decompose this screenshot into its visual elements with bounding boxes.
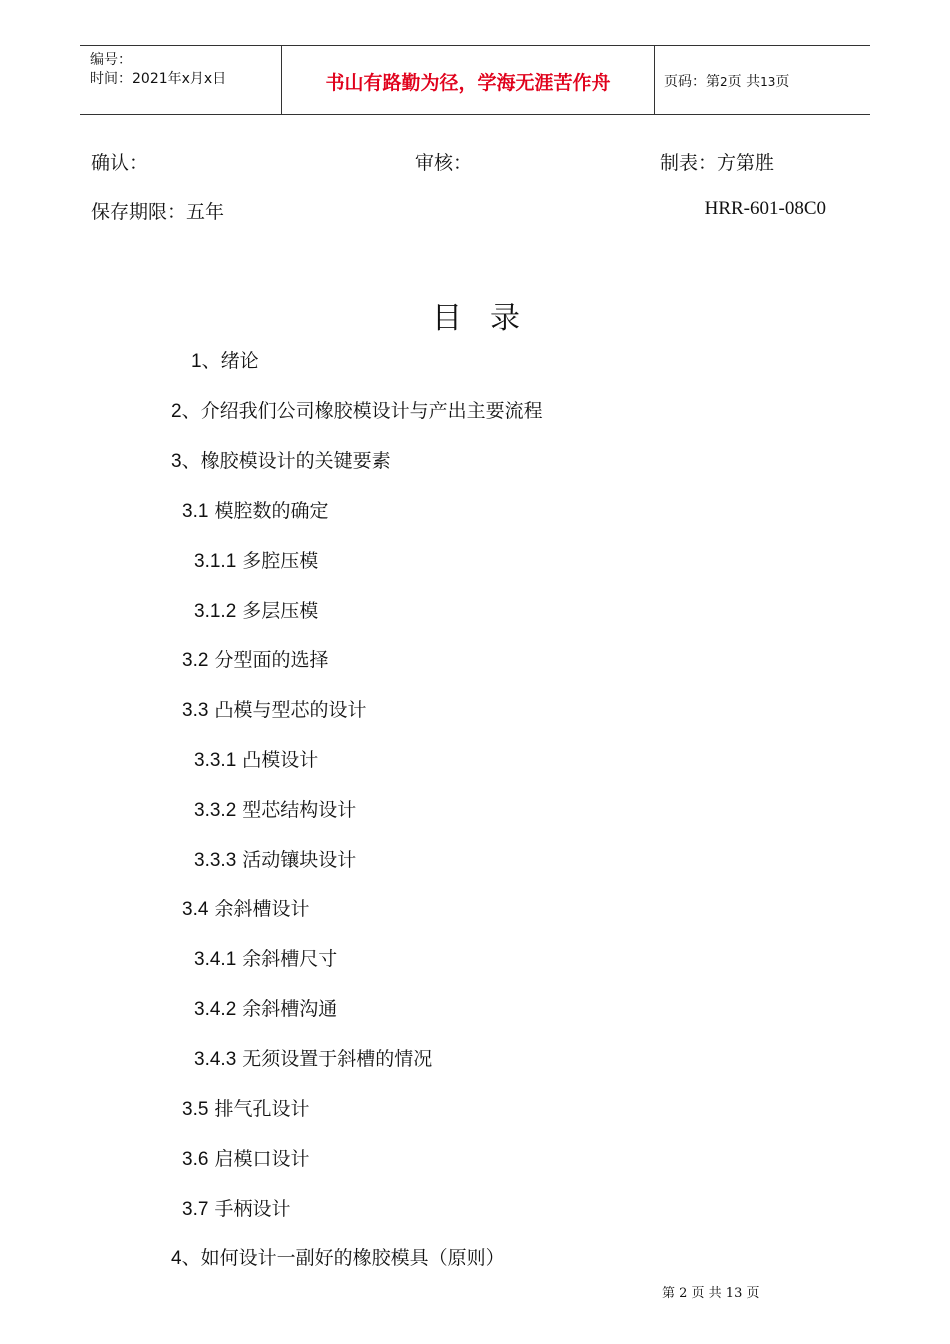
page-indicator: 页码：第2页 共13页 (664, 74, 790, 90)
page-total: 13 (760, 75, 776, 89)
review-field: 审核： (415, 152, 473, 174)
toc-entry: 3.4.3 无须设置于斜槽的情况 (194, 1048, 433, 1070)
toc-entry: 3.6 启模口设计 (182, 1148, 310, 1170)
toc-entry: 3.1.1 多腔压模 (194, 550, 319, 572)
toc-entry: 3.3.1 凸模设计 (194, 749, 319, 771)
toc-entry: 3.5 排气孔设计 (182, 1098, 310, 1120)
toc-entry: 3.1 模腔数的确定 (182, 500, 329, 522)
toc-entry: 3.3.2 型芯结构设计 (194, 799, 357, 821)
header-info-cell (80, 46, 282, 114)
toc-entry: 3.4 余斜槽设计 (182, 898, 310, 920)
toc-entry: 3、橡胶模设计的关键要素 (171, 450, 391, 472)
toc-entry: 4、如何设计一副好的橡胶模具（原则） (171, 1247, 505, 1269)
toc-entry: 3.3 凸模与型芯的设计 (182, 699, 367, 721)
document-number: HRR-601-08C0 (704, 198, 826, 219)
retention-field: 保存期限：五年 (91, 201, 225, 223)
toc-entry: 3.1.2 多层压模 (194, 600, 319, 622)
page-number: 2 (720, 75, 728, 89)
toc-entry: 3.3.3 活动镶块设计 (194, 849, 357, 871)
time-label: 时间：2021年x月x日 (90, 71, 227, 87)
maker-field: 制表：方第胜 (660, 152, 775, 174)
code-label: 编号： (90, 52, 132, 68)
toc-title: 目录 (432, 301, 548, 336)
toc-entry: 3.7 手柄设计 (182, 1198, 291, 1220)
page-footer: 第 2 页 共 13 页 (662, 1286, 760, 1301)
document-header (80, 45, 870, 115)
toc-entry: 2、介绍我们公司橡胶模设计与产出主要流程 (171, 400, 543, 422)
header-motto-cell (282, 46, 655, 114)
header-page-cell (655, 46, 870, 114)
confirm-field: 确认： (91, 152, 149, 174)
motto: 书山有路勤为径，学海无涯苦作舟 (325, 72, 611, 94)
toc-entry: 3.4.2 余斜槽沟通 (194, 998, 338, 1020)
toc-entry: 1、绪论 (191, 350, 259, 372)
toc-entry: 3.2 分型面的选择 (182, 649, 329, 671)
toc-entry: 3.4.1 余斜槽尺寸 (194, 948, 338, 970)
